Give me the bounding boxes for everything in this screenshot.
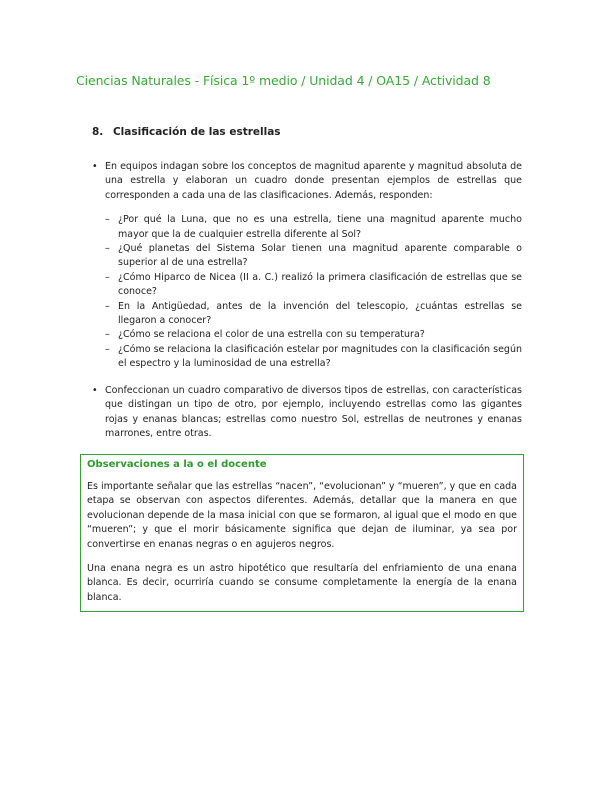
question-item xyxy=(92,300,522,329)
bullet-text: Confeccionan un cuadro comparativo de diversos tipos de estrellas, con características que distingan un tipo de otro, por ejemplo, incluyendo estrellas como las gigantes rojas y enanas blancas; estrellas como nuestro Sol, estrellas de neutrones y enanas marrones, entre otras. xyxy=(105,384,522,439)
question-text: ¿Por qué la Luna, que no es una estrella, tiene una magnitud aparente mucho mayor que la de cualquier estrella diferente al Sol? xyxy=(118,214,522,240)
bullet-text: En equipos indagan sobre los conceptos de magnitud aparente y magnitud absoluta de una estrella y elaboran un cuadro donde presentan ejemplos de estrellas que corresponden a cada una de las clasificaciones. Además, responden: xyxy=(105,161,522,201)
observations-title: Observaciones a la o el docente xyxy=(87,459,267,470)
dash-marker: – xyxy=(105,300,110,312)
bullet-marker: • xyxy=(92,384,98,396)
question-text: En la Antigüedad, antes de la invención del telescopio, ¿cuántas estrellas se llegaron a conocer? xyxy=(118,300,522,327)
question-item xyxy=(92,343,522,372)
question-list xyxy=(92,213,522,371)
observations-paragraph-2: Una enana negra es un astro hipotético que resultaría del enfriamiento de una enana blanca. Es decir, ocurriría cuando se consume completamente la energía de la enana blanca. xyxy=(87,563,517,603)
question-item xyxy=(92,242,522,271)
bullet-item-1 xyxy=(92,160,522,203)
section-heading xyxy=(92,126,281,138)
question-item xyxy=(92,271,522,300)
dash-marker: – xyxy=(105,271,110,283)
section-number: 8. xyxy=(92,126,104,138)
observations-paragraph-1: Es importante señalar que las estrellas “nacen”, “evolucionan” y “mueren”, y que en cada etapa se observan con aspectos diferentes. Además, detallar que la manera en que evolucionan depende de la masa inicial con que se formaron, al igual que el modo en que “mueren”; y que el morir básicamente significa que dejan de iluminar, ya sea por convertirse en enanas negras o en agujeros negros. xyxy=(87,481,517,550)
question-text: ¿Cómo Hiparco de Nicea (II a. C.) realizó la primera clasificación de estrellas que se conoce? xyxy=(118,271,522,298)
section-title: Clasificación de las estrellas xyxy=(112,126,281,138)
dash-marker: – xyxy=(105,214,110,226)
dash-marker: – xyxy=(105,243,110,255)
bullet-item-2 xyxy=(92,384,522,442)
question-text: ¿Qué planetas del Sistema Solar tienen una magnitud aparente comparable o superior al de una estrella? xyxy=(118,243,522,269)
question-item xyxy=(92,213,522,242)
question-text: ¿Cómo se relaciona la clasificación estelar por magnitudes con la clasificación según el espectro y la luminosidad de una estrella? xyxy=(118,343,522,370)
page-header-breadcrumb: Ciencias Naturales - Física 1º medio / Unidad 4 / OA15 / Actividad 8 xyxy=(76,73,491,88)
question-text: ¿Cómo se relaciona el color de una estrella con su temperatura? xyxy=(118,329,425,341)
question-item xyxy=(92,328,522,342)
bullet-marker: • xyxy=(92,161,98,172)
teacher-observations-box xyxy=(80,454,524,612)
dash-marker: – xyxy=(105,329,110,341)
activity-content xyxy=(92,160,522,441)
dash-marker: – xyxy=(105,343,110,355)
